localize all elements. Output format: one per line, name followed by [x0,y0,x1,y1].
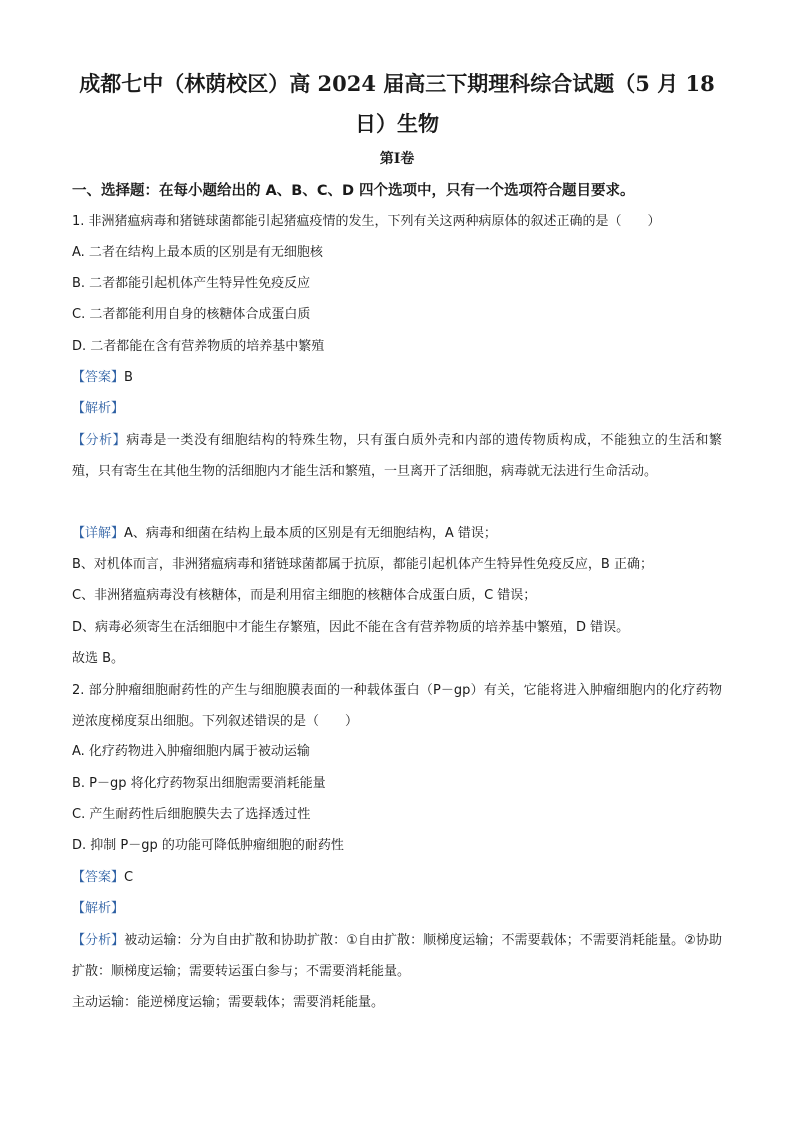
q1-option-a: A. 二者在结构上最本质的区别是有无细胞核 [72,245,323,260]
q2-option-d: D. 抑制 P－gp 的功能可降低肿瘤细胞的耐药性 [72,838,344,853]
answer-tag: 【答案】 [72,870,125,885]
q2-active-transport: 主动运输：能逆梯度运输；需要载体；需要消耗能量。 [72,995,385,1010]
q1-stem: 1. 非洲猪瘟病毒和猪链球菌都能引起猪瘟疫情的发生，下列有关这两种病原体的叙述正确的是（ ） [72,214,661,229]
answer-value: B [124,370,133,385]
q1-detail-a [72,524,497,544]
q1-option-c: C. 二者都能利用自身的核糖体合成蛋白质 [72,307,311,322]
fenxi-text: 病毒是一类没有细胞结构的特殊生物，只有蛋白质外壳和内部的遗传物质构成，不能独立的生活和繁殖，只有寄生在其他生物的活细胞内才能生活和繁殖，一旦离开了活细胞，病毒就无法进行生命活动。 [72,433,722,479]
q2-option-b: B. P－gp 将化疗药物泵出细胞需要消耗能量 [72,776,326,791]
section-heading: 一、选择题：在每小题给出的 A、B、C、D 四个选项中，只有一个选项符合题目要求。 [72,183,635,199]
q2-analysis-tag [72,899,124,919]
q2-fenxi [72,925,722,987]
detail-text: A、病毒和细菌在结构上最本质的区别是有无细胞结构，A 错误； [124,526,497,541]
q1-detail-b: B、对机体而言，非洲猪瘟病毒和猪链球菌都属于抗原，都能引起机体产生特异性免疫反应，B 正确； [72,557,653,572]
q2-option-a: A. 化疗药物进入肿瘤细胞内属于被动运输 [72,744,310,759]
q2-option-c: C. 产生耐药性后细胞膜失去了选择透过性 [72,807,311,822]
answer-tag: 【答案】 [72,370,125,385]
fenxi-text: 被动运输：分为自由扩散和协助扩散：①自由扩散：顺梯度运输；不需要载体；不需要消耗能量。②协助扩散：顺梯度运输；需要转运蛋白参与；不需要消耗能量。 [72,933,722,979]
analysis-tag: 【解析】 [72,901,125,916]
q2-answer [72,868,133,888]
fenxi-tag: 【分析】 [72,933,125,948]
q1-option-b: B. 二者都能引起机体产生特异性免疫反应 [72,276,311,291]
volume-label: 第Ⅰ卷 [379,151,415,167]
q1-answer [72,368,133,388]
xiangjie-tag: 【详解】 [72,526,125,541]
q2-stem: 2. 部分肿瘤细胞耐药性的产生与细胞膜表面的一种载体蛋白（P－gp）有关，它能将进入肿瘤细胞内的化疗药物逆浓度梯度泵出细胞。下列叙述错误的是（ ） [72,683,722,729]
fenxi-tag: 【分析】 [72,433,127,448]
q1-fenxi [72,425,722,487]
document-title-line2: 日）生物 [355,111,439,136]
analysis-tag: 【解析】 [72,401,125,416]
document-title-line1: 成都七中（林荫校区）高 2024 届高三下期理科综合试题（5 月 18 [79,71,715,96]
q1-option-d: D. 二者都能在含有营养物质的培养基中繁殖 [72,339,325,354]
q1-detail-d: D、病毒必须寄生在活细胞中才能生存繁殖，因此不能在含有营养物质的培养基中繁殖，D 错误。 [72,620,630,635]
q1-analysis-tag [72,399,124,419]
q1-conclusion: 故选 B。 [72,651,125,666]
q1-detail-c: C、非洲猪瘟病毒没有核糖体，而是利用宿主细胞的核糖体合成蛋白质，C 错误； [72,588,537,603]
answer-value: C [124,870,134,885]
